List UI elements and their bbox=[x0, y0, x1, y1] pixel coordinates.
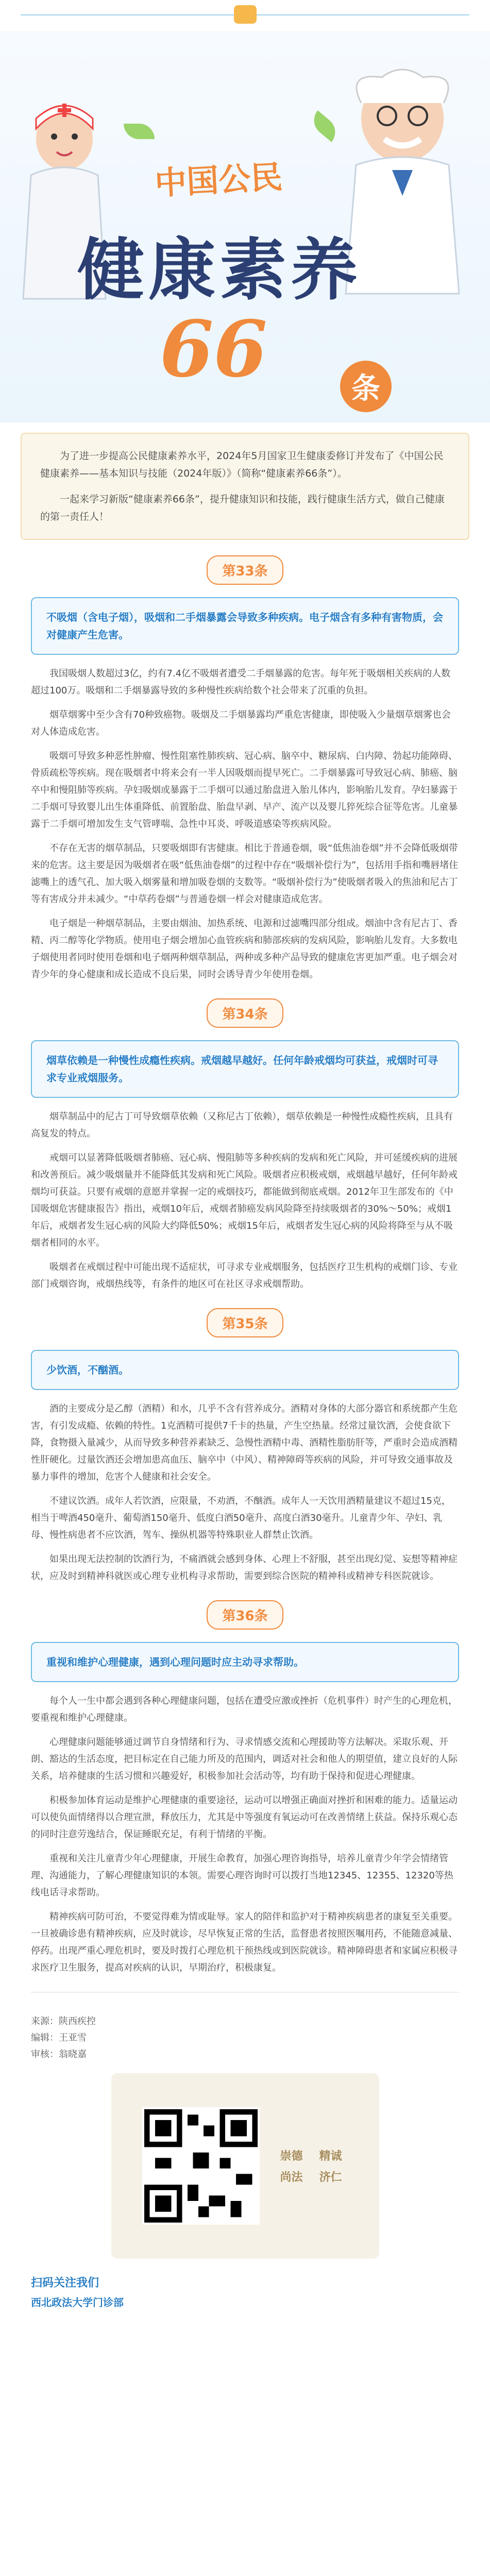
page-title: 健康素养 bbox=[77, 230, 362, 309]
section-paragraph: 积极参加体育运动是维护心理健康的重要途径，运动可以增强正确面对挫折和困难的能力。适量运动可以使负面情绪得以合理宣泄，释放压力，尤其是中等强度有氧运动可在改善情绪上获益。保持乐观心态的同时注意劳逸结合，保证睡眠充足，有利于情绪的平衡。 bbox=[31, 1795, 458, 1840]
section-number-badge: 第36条 bbox=[207, 1600, 283, 1630]
lantern-icon bbox=[234, 5, 257, 24]
section-lead: 少饮酒，不酗酒。 bbox=[31, 1350, 459, 1390]
section-heading bbox=[0, 998, 490, 1028]
section-paragraph: 心理健康问题能够通过调节自身情绪和行为、寻求情感交流和心理援助等方法解决。采取乐观、开朗、豁达的生活态度，把目标定在自己能力所及的范围内，调适对社会和他人的期望值，建立良好的人际关系，培养健康的生活习惯和兴趣爱好，积极参加社会活动等，均有助于保持和促进心理健康。 bbox=[31, 1737, 458, 1782]
section-paragraph: 酒的主要成分是乙醇（酒精）和水，几乎不含有营养成分。酒精对身体的大部分器官和系统都产生危害，有引发成瘾、依赖的特性。1克酒精可提供7千卡的热量，产生空热量。经常过量饮酒，会使食欲下降，食物摄入量减少，从而导致多种营养素缺乏、急慢性酒精中毒、酒精性脂肪肝等，严重时会造成酒精性肝硬化。过量饮酒还会增加患高血压、脑卒中（中风）、精神障碍等疾病的风险，并可导致交通事故及暴力事件的增加，危害个人健康和社会安全。 bbox=[31, 1403, 458, 1482]
motto-word: 精诚 bbox=[319, 2150, 342, 2163]
title-number: 66 bbox=[160, 304, 267, 395]
hero-banner bbox=[0, 31, 490, 422]
title-tiao-badge: 条 bbox=[340, 361, 392, 412]
banner-subtitle: 中国公民 bbox=[154, 158, 284, 202]
credit-editor: 编辑：王亚雪 bbox=[31, 2032, 87, 2043]
divider bbox=[31, 1992, 459, 1993]
org-name: 西北政法大学门诊部 bbox=[31, 2296, 124, 2309]
follow-us bbox=[31, 2274, 459, 2309]
section-paragraph: 戒烟可以显著降低吸烟者肺癌、冠心病、慢阻肺等多种疾病的发病和死亡风险，并可延缓疾病的进展和改善预后。减少吸烟量并不能降低其发病和死亡风险。吸烟者应积极戒烟，戒烟越早越好，任何年龄戒烟均可获益。只要有戒烟的意愿并掌握一定的戒烟技巧，都能做到彻底戒烟。2012年卫生部发布的《中国吸烟危害健康报告》指出，戒烟10年后，戒烟者肺癌发病风险降至持续吸烟者的30%～50%；戒烟1年后，戒烟者发生冠心病的风险大约降低50%；戒烟15年后，戒烟者发生冠心病的风险将降至与从不吸烟者相同的水平。 bbox=[31, 1153, 458, 1248]
credit-reviewer: 审核：翁晓嘉 bbox=[31, 2049, 87, 2060]
motto-word: 崇德 bbox=[280, 2150, 303, 2163]
motto-word: 尚法 bbox=[280, 2171, 303, 2184]
section-body bbox=[31, 1692, 459, 1976]
qr-card bbox=[111, 2073, 379, 2259]
section-paragraph: 烟草制品中的尼古丁可导致烟草依赖（又称尼古丁依赖），烟草依赖是一种慢性成瘾性疾病，且具有高复发的特点。 bbox=[31, 1111, 453, 1139]
section-number-badge: 第34条 bbox=[207, 998, 283, 1028]
qr-motto bbox=[280, 2147, 350, 2184]
intro-paragraph: 一起来学习新版“健康素养66条”，提升健康知识和技能，践行健康生活方式，做自己健康的第一责任人！ bbox=[40, 494, 445, 522]
section-heading bbox=[0, 1600, 490, 1630]
follow-call-to-action: 扫码关注我们 bbox=[31, 2277, 99, 2290]
section-paragraph: 精神疾病可防可治，不要觉得难为情或耻辱。家人的陪伴和监护对于精神疾病患者的康复至关重要。一旦被确诊患有精神疾病，应及时就诊，尽早恢复正常的生活，监督患者按照医嘱用药，不能随意减量、停药。出现严重心理危机时，要及时拨打心理危机干预热线或到医院就诊。精神障碍患者和家属应积极寻求医疗卫生服务，提高对疾病的认识，早期治疗，积极康复。 bbox=[31, 1911, 458, 1973]
leaf-decoration-icon bbox=[124, 124, 155, 139]
intro-box bbox=[21, 433, 469, 540]
section-lead: 不吸烟（含电子烟），吸烟和二手烟暴露会导致多种疾病。电子烟含有多种有害物质，会对健康产生危害。 bbox=[31, 597, 459, 655]
section-body bbox=[31, 1400, 459, 1585]
section-paragraph: 如果出现无法控制的饮酒行为，不痛酒就会感到身体、心理上不舒服，甚至出现幻觉、妄想等精神症状，应及时到精神科就医或心理专业机构寻求帮助，需要到综合医院的精神科或精神专科医院就诊。 bbox=[31, 1554, 458, 1582]
section-paragraph: 不建议饮酒。成年人若饮酒，应限量，不劝酒，不酗酒。成年人一天饮用酒精量建议不超过15克，相当于啤酒450毫升、葡萄酒150毫升、低度白酒50毫升、高度白酒30毫升。儿童青少年、孕妇、乳母、慢性病患者不应饮酒，驾车、操纵机器等特殊职业人群禁止饮酒。 bbox=[31, 1496, 451, 1540]
section-heading bbox=[0, 1308, 490, 1337]
section-paragraph: 重视和关注儿童青少年心理健康，开展生命教育，加强心理咨询指导，培养儿童青少年学会情绪管理、沟通能力，了解心理健康知识的本领。需要心理咨询时可以拨打当地12345、12355、12320等热线电话寻求帮助。 bbox=[31, 1853, 453, 1898]
credit-source: 来源：陕西疾控 bbox=[31, 2016, 96, 2027]
sections-container bbox=[0, 555, 490, 1976]
section-paragraph: 我国吸烟人数超过3亿，约有7.4亿不吸烟者遭受二手烟暴露的危害。每年死于吸烟相关疾病的人数超过100万。吸烟和二手烟暴露导致的多种慢性疾病给数个社会带来了沉重的负担。 bbox=[31, 668, 451, 696]
credits bbox=[31, 2013, 459, 2063]
motto-word: 济仁 bbox=[319, 2171, 342, 2184]
section-lead: 重视和维护心理健康，遇到心理问题时应主动寻求帮助。 bbox=[31, 1642, 459, 1682]
section-paragraph: 每个人一生中都会遇到各种心理健康问题，包括在遭受应激或挫折（危机事件）时产生的心理危机，要重视和维护心理健康。 bbox=[31, 1696, 458, 1723]
intro-paragraph: 为了进一步提高公民健康素养水平，2024年5月国家卫生健康委修订并发布了《中国公民健康素养——基本知识与技能（2024年版）》（简称“健康素养66条”）。 bbox=[40, 450, 444, 479]
top-decoration bbox=[0, 0, 490, 31]
section-paragraph: 吸烟可导致多种恶性肿瘤、慢性阻塞性肺疾病、冠心病、脑卒中、糖尿病、白内障、勃起功能障碍、骨质疏松等疾病。现在吸烟者中将来会有一半人因吸烟而提早死亡。二手烟暴露可导致冠心病、肺癌、脑卒中和慢阻肺等疾病。孕妇吸烟或暴露于二手烟可以通过胎盘进入胎儿体内，影响胎儿发育。孕妇暴露于二手烟可导致婴儿出生体重降低、前置胎盘、胎盘早剥、早产、流产以及婴儿猝死综合征等危害。儿童暴露于二手烟可增加发生支气管哮喘、急性中耳炎、呼吸道感染等疾病风险。 bbox=[31, 751, 458, 829]
section-paragraph: 不存在无害的烟草制品，只要吸烟即有害健康。相比于普通卷烟，吸“低焦油卷烟”并不会降低吸烟带来的危害。这主要是因为吸烟者在吸“低焦油卷烟”的过程中存在“吸烟补偿行为”，包括用手指和嘴唇堵住滤嘴上的透气孔、加大吸入烟雾量和增加吸卷烟的支数等。“吸烟补偿行为”使吸烟者吸入的焦油和尼古丁等有害成分并未减少。“中草药卷烟”与普通卷烟一样会对健康造成危害。 bbox=[31, 843, 459, 905]
section-body bbox=[31, 665, 459, 983]
section-paragraph: 吸烟者在戒烟过程中可能出现不适症状，可寻求专业戒烟服务，包括医疗卫生机构的戒烟门诊、专业部门戒烟咨询，戒烟热线等，有条件的地区可在社区寻求戒烟帮助。 bbox=[31, 1262, 458, 1290]
section-number-badge: 第33条 bbox=[207, 555, 283, 585]
section-paragraph: 电子烟是一种烟草制品，主要由烟油、加热系统、电源和过滤嘴四部分组成。烟油中含有尼古丁、香精、丙二醇等化学物质。使用电子烟会增加心血管疾病和肺部疾病的发病风险，影响胎儿发育。大多数电子烟使用者同时使用卷烟和电子烟两种烟草制品，两种或多种产品导致的健康危害更加严重。电子烟会对青少年的身心健康和成长造成不良后果，同时会诱导青少年使用卷烟。 bbox=[31, 918, 458, 980]
qr-code-icon[interactable] bbox=[142, 2107, 260, 2225]
section-lead: 烟草依赖是一种慢性成瘾性疾病。戒烟越早越好。任何年龄戒烟均可获益，戒烟时可寻求专业戒烟服务。 bbox=[31, 1040, 459, 1098]
section-number-badge: 第35条 bbox=[207, 1308, 283, 1337]
section-heading bbox=[0, 555, 490, 585]
section-body bbox=[31, 1108, 459, 1293]
section-paragraph: 烟草烟雾中至少含有70种致癌物。吸烟及二手烟暴露均严重危害健康，即使吸入少量烟草烟雾也会对人体造成危害。 bbox=[31, 709, 451, 737]
